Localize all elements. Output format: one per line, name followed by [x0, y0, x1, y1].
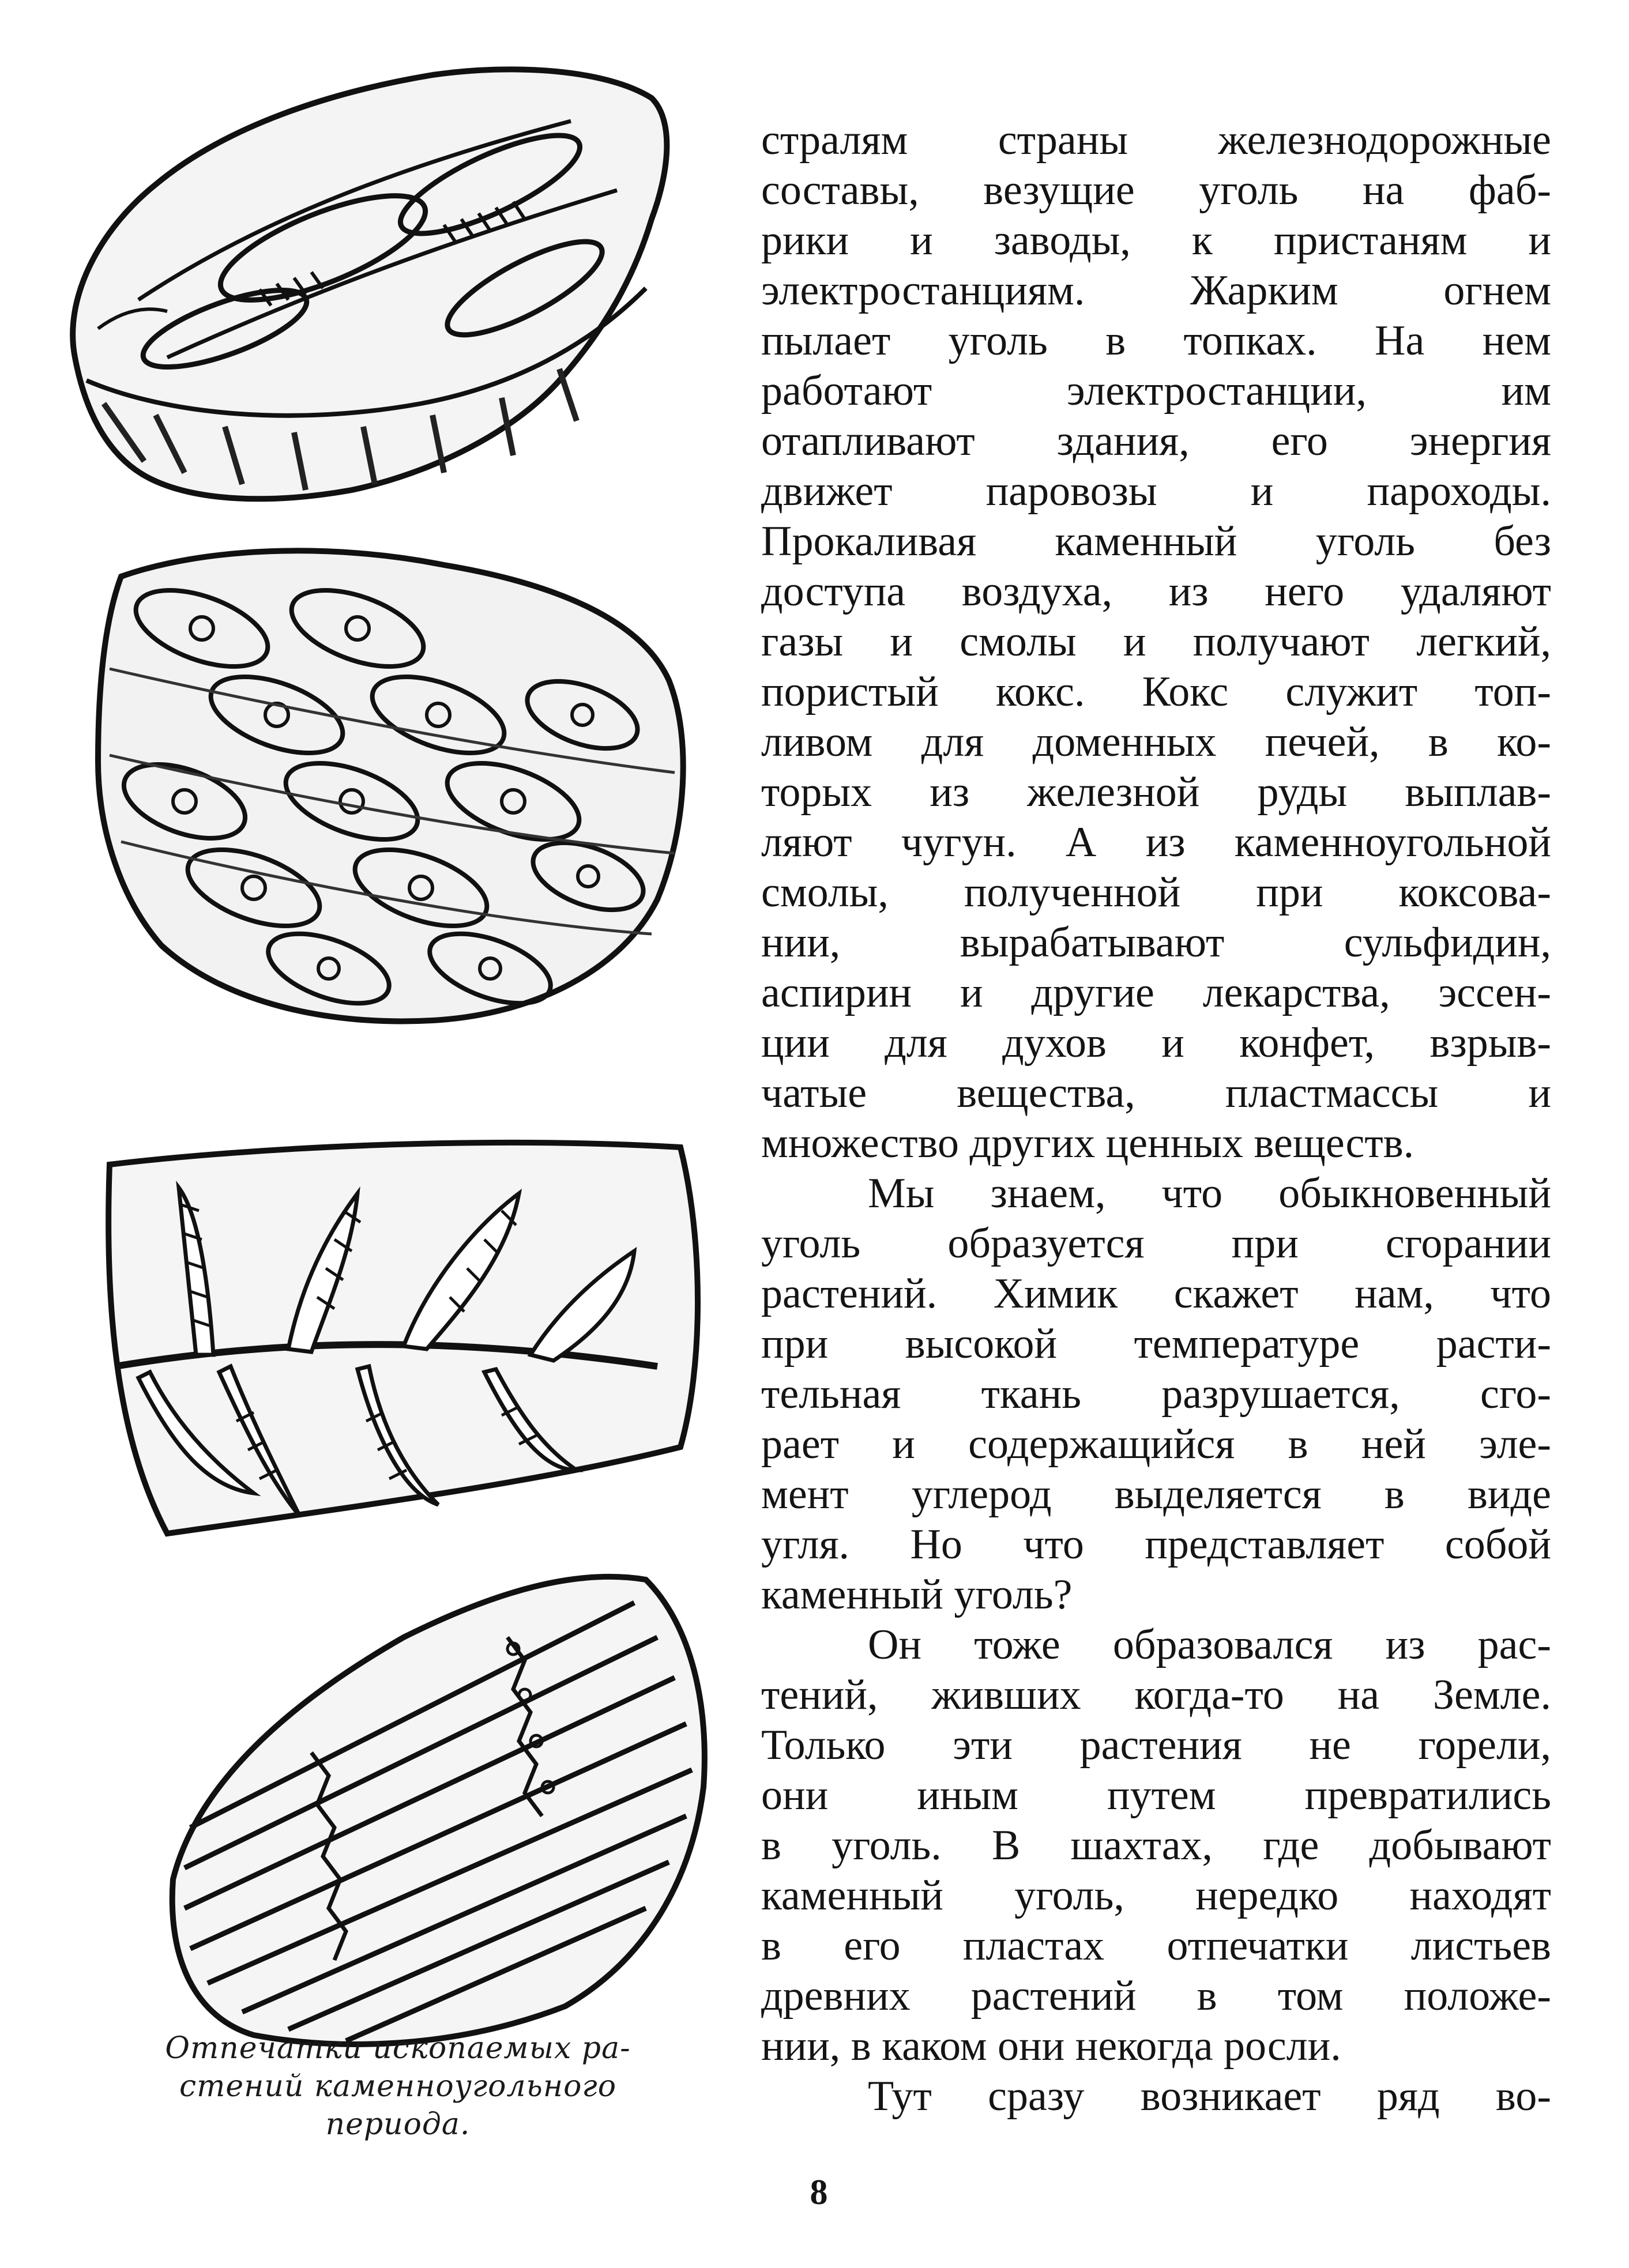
- text-line: электростанциям. Жарким огнем: [761, 267, 1551, 314]
- fossil-rock-icon: [52, 58, 686, 507]
- text-line: растений. Химик скажет нам, что: [761, 1270, 1551, 1317]
- text-line: рики и заводы, к пристаням и: [761, 217, 1551, 264]
- text-line: ливом для доменных печей, в ко-: [761, 718, 1551, 766]
- text-line: они иным путем превратились: [761, 1772, 1551, 1819]
- text-line: торых из железной руды выплав-: [761, 768, 1551, 816]
- fossil-rock-icon: [138, 1557, 715, 2052]
- text-line: Тут сразу возникает ряд во-: [868, 2073, 1551, 2120]
- text-line: смолы, полученной при коксова-: [761, 869, 1551, 916]
- text-line: чатые вещества, пластмассы и: [761, 1069, 1551, 1117]
- text-line: газы и смолы и получают легкий,: [761, 618, 1551, 665]
- illustration-column: [52, 58, 721, 2191]
- text-line: стралям страны железнодорожные: [761, 116, 1551, 164]
- text-line: множество других ценных веществ.: [761, 1120, 1414, 1167]
- text-line: в его пластах отпечатки листьев: [761, 1922, 1551, 1969]
- text-line: Только эти растения не горели,: [761, 1721, 1551, 1769]
- text-line: древних растений в том положе-: [761, 1972, 1551, 2020]
- paragraph: [761, 1620, 1551, 2071]
- text-line: в уголь. В шахтах, где добывают: [761, 1822, 1551, 1869]
- figure-caption: [104, 2029, 692, 2143]
- fossil-ribbed-stem-illustration: [138, 1557, 715, 2052]
- text-line: пористый кокс. Кокс служит топ-: [761, 668, 1551, 715]
- text-line: угля. Но что представляет собой: [761, 1521, 1551, 1568]
- text-line: движет паровозы и пароходы.: [761, 468, 1551, 515]
- fossil-leaf-imprints-illustration: [52, 58, 686, 507]
- text-line: тений, живших когда-то на Земле.: [761, 1671, 1551, 1719]
- fossil-bark-scales-illustration: [86, 530, 698, 1026]
- text-line: каменный уголь, нередко находят: [761, 1872, 1551, 1919]
- text-line: работают электростанции, им: [761, 367, 1551, 415]
- text-line: нии, вырабатывают сульфидин,: [761, 919, 1551, 966]
- text-line: Он тоже образовался из рас-: [868, 1621, 1551, 1668]
- text-line: доступа воздуха, из него удаляют: [761, 568, 1551, 615]
- fossil-fern-illustration: [81, 1124, 715, 1539]
- text-line: мент углерод выделяется в виде: [761, 1471, 1551, 1518]
- text-line: ляют чугун. А из каменноугольной: [761, 819, 1551, 866]
- body-text: [761, 115, 1551, 2122]
- caption-line: Отпечатки ископаемых ра-: [165, 2031, 631, 2066]
- page-number: 8: [810, 2173, 828, 2212]
- text-line: рает и содержащийся в ней эле-: [761, 1421, 1551, 1468]
- caption-line: периода.: [325, 2107, 471, 2142]
- caption-line: стений каменноугольного: [179, 2069, 617, 2104]
- text-line: нии, в каком они некогда росли.: [761, 2022, 1341, 2070]
- text-line: уголь образуется при сгорании: [761, 1220, 1551, 1267]
- text-line: пылает уголь в топках. На нем: [761, 317, 1551, 364]
- text-line: отапливают здания, его энергия: [761, 417, 1551, 465]
- text-line: тельная ткань разрушается, сго-: [761, 1370, 1551, 1418]
- text-line: составы, везущие уголь на фаб-: [761, 167, 1551, 214]
- paragraph: [761, 115, 1551, 1169]
- paragraph: [761, 2071, 1551, 2122]
- text-line: Мы знаем, что обыкновенный: [868, 1170, 1551, 1217]
- text-line: ции для духов и конфет, взрыв-: [761, 1019, 1551, 1067]
- text-line: Прокаливая каменный уголь без: [761, 518, 1551, 565]
- fossil-rock-icon: [86, 530, 698, 1026]
- paragraph: [761, 1169, 1551, 1620]
- text-line: каменный уголь?: [761, 1571, 1073, 1618]
- text-line: аспирин и другие лекарства, эссен-: [761, 969, 1551, 1016]
- fossil-rock-icon: [81, 1124, 715, 1539]
- text-line: при высокой температуре расти-: [761, 1320, 1551, 1367]
